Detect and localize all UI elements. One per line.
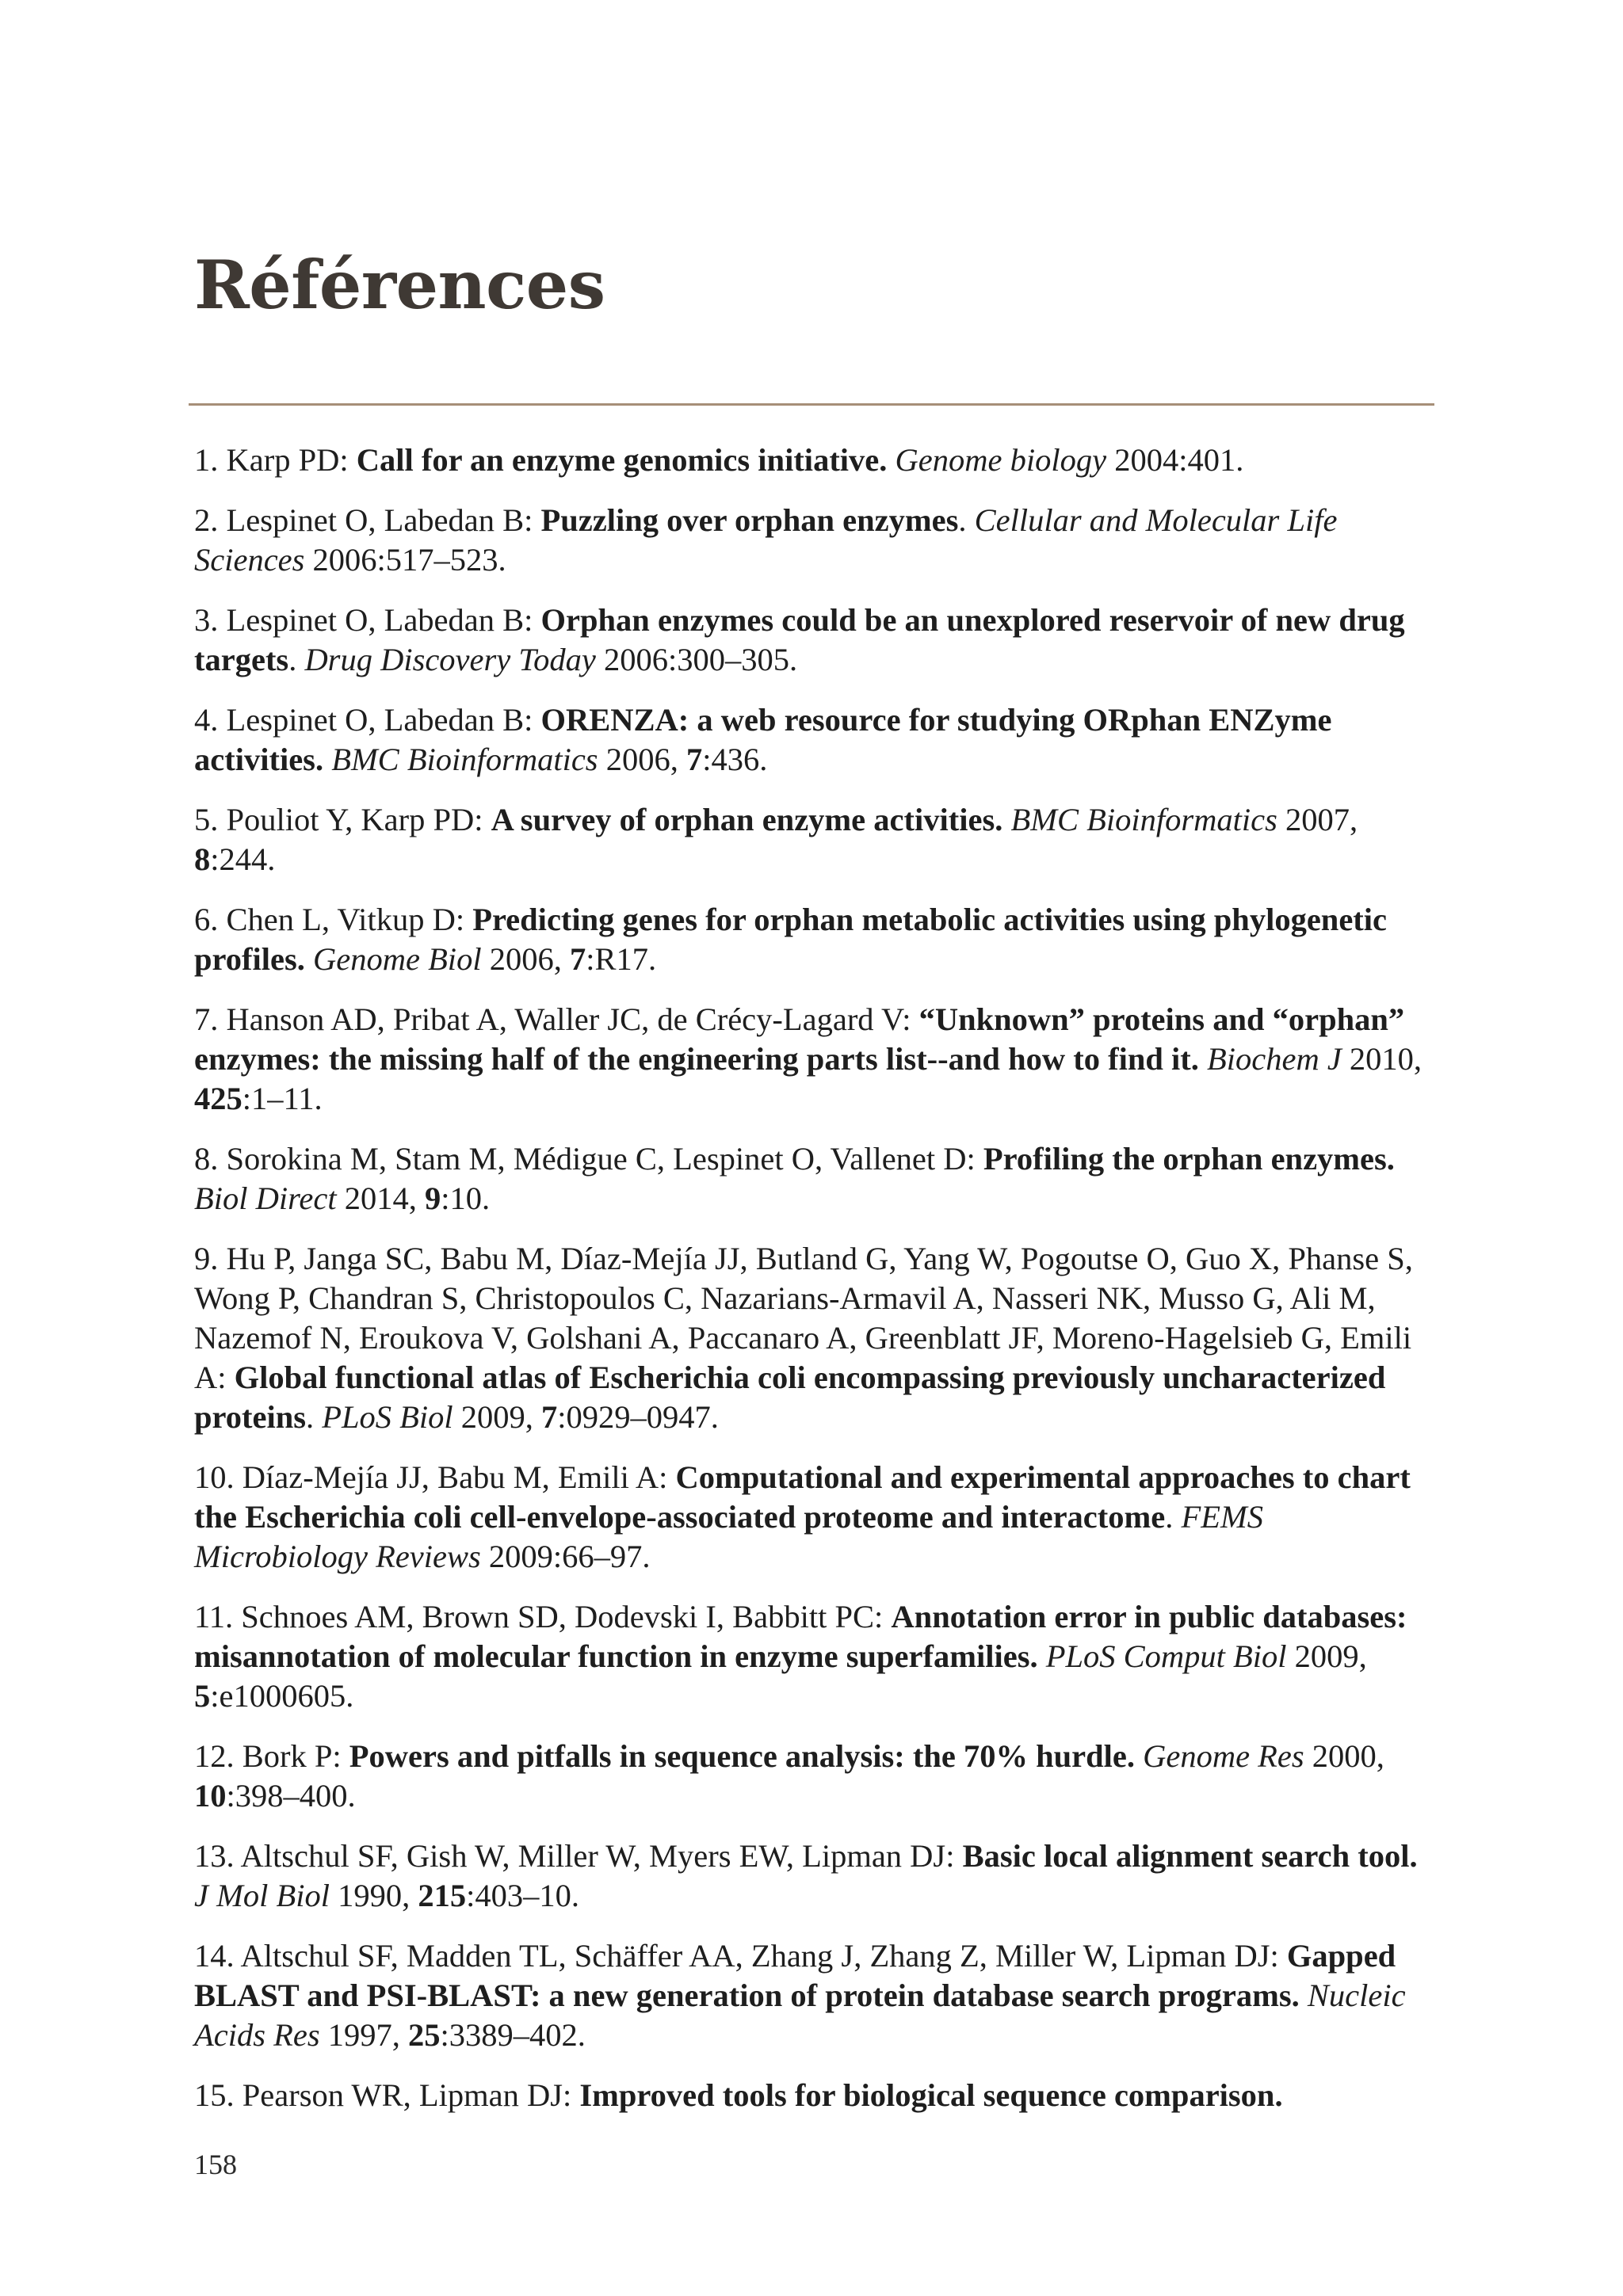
reference-text <box>323 742 331 777</box>
reference-journal: FEMS Microbiology Reviews <box>194 1499 1263 1574</box>
reference-journal: Genome Biol <box>313 941 482 977</box>
reference-item <box>194 501 1434 580</box>
reference-item <box>194 1597 1434 1716</box>
reference-text: 13. Altschul SF, Gish W, Miller W, Myers EW, Lipman DJ: <box>194 1838 963 1874</box>
reference-text: 2009:66–97. <box>480 1539 651 1574</box>
reference-item <box>194 2076 1434 2115</box>
reference-title: Predicting genes for orphan metabolic activities using phylogenetic profiles. <box>194 902 1388 977</box>
reference-text: 2009, <box>1286 1638 1367 1674</box>
reference-text: 6. Chen L, Vitkup D: <box>194 902 473 937</box>
reference-title: A survey of orphan enzyme activities. <box>491 802 1003 837</box>
reference-text: 2006:300–305. <box>595 642 798 677</box>
reference-journal: Nucleic Acids Res <box>194 1978 1406 2053</box>
reference-title: ORENZA: a web resource for studying ORphan ENZyme activities. <box>194 702 1332 777</box>
reference-text: 2010, <box>1341 1041 1423 1077</box>
reference-text <box>1038 1638 1046 1674</box>
reference-text: 8. Sorokina M, Stam M, Médigue C, Lespinet O, Vallenet D: <box>194 1141 983 1177</box>
reference-text: 2006:517–523. <box>304 542 506 578</box>
reference-text: :0929–0947. <box>557 1399 719 1435</box>
reference-text: . <box>306 1399 323 1435</box>
reference-journal: Genome biology <box>895 442 1107 478</box>
reference-title: Profiling the orphan enzymes. <box>983 1141 1395 1177</box>
reference-text: . <box>958 502 975 538</box>
reference-text: . <box>1165 1499 1182 1535</box>
reference-item <box>194 1458 1434 1577</box>
reference-title: 9 <box>424 1180 441 1216</box>
reference-text <box>887 442 895 478</box>
reference-text: 1. Karp PD: <box>194 442 357 478</box>
reference-text: 15. Pearson WR, Lipman DJ: <box>194 2077 580 2113</box>
reference-journal: PLoS Biol <box>322 1399 453 1435</box>
reference-title: Gapped BLAST and PSI-BLAST: a new generation of protein database search programs. <box>194 1938 1396 2013</box>
reference-title: Basic local alignment search tool. <box>962 1838 1418 1874</box>
reference-text: 11. Schnoes AM, Brown SD, Dodevski I, Babbitt PC: <box>194 1599 892 1634</box>
reference-text: 9. Hu P, Janga SC, Babu M, Díaz-Mejía JJ, Butland G, Yang W, Pogoutse O, Guo X, Phanse S, Wong P, Chandran S, Christopoulos C, Nazarians-Armavil A, Nasseri NK, Musso G, Ali M, Nazemof N, Eroukova V, Golshani A, Paccanaro A, Greenblatt JF, Moreno-Hagelsieb G, Emili A: <box>194 1241 1413 1395</box>
reference-title: Annotation error in public databases: misannotation of molecular function in enzyme superfamilies. <box>194 1599 1407 1674</box>
reference-title: 25 <box>407 2017 441 2053</box>
reference-journal: BMC Bioinformatics <box>1010 802 1277 837</box>
reference-text: :1–11. <box>242 1081 323 1116</box>
reference-text: 7. Hanson AD, Pribat A, Waller JC, de Crécy-Lagard V: <box>194 1001 919 1037</box>
reference-text: 3. Lespinet O, Labedan B: <box>194 602 541 638</box>
reference-journal: Genome Res <box>1143 1738 1304 1774</box>
title-divider <box>189 403 1434 406</box>
reference-title: 7 <box>541 1399 558 1435</box>
reference-journal: BMC Bioinformatics <box>331 742 598 777</box>
reference-journal: Biol Direct <box>194 1180 337 1216</box>
reference-title: 10 <box>194 1778 227 1814</box>
reference-text: 2006, <box>481 941 570 977</box>
reference-title: Improved tools for biological sequence comparison. <box>579 2077 1283 2113</box>
reference-journal: PLoS Comput Biol <box>1045 1638 1287 1674</box>
reference-title: 8 <box>194 841 211 877</box>
reference-text: 2004:401. <box>1106 442 1244 478</box>
reference-text: 4. Lespinet O, Labedan B: <box>194 702 541 738</box>
reference-text <box>1002 802 1010 837</box>
reference-list <box>194 441 1434 2136</box>
page-title: Références <box>194 246 605 324</box>
reference-text <box>1300 1978 1308 2013</box>
reference-text <box>1199 1041 1207 1077</box>
reference-item <box>194 441 1434 480</box>
reference-journal: J Mol Biol <box>194 1878 330 1913</box>
reference-journal: Cellular and Molecular Life Sciences <box>194 502 1338 578</box>
reference-title: 215 <box>418 1878 467 1913</box>
reference-title: Puzzling over orphan enzymes <box>540 502 959 538</box>
reference-title: 5 <box>194 1678 211 1714</box>
reference-text: 10. Díaz-Mejía JJ, Babu M, Emili A: <box>194 1459 676 1495</box>
reference-text: 1997, <box>319 2017 408 2053</box>
page-number: 158 <box>194 2149 237 2180</box>
reference-text: :R17. <box>586 941 657 977</box>
reference-text: 1990, <box>329 1878 418 1913</box>
reference-text: . <box>288 642 305 677</box>
reference-text: 2000, <box>1304 1738 1384 1774</box>
reference-text <box>305 941 313 977</box>
reference-text: :244. <box>210 841 276 877</box>
reference-title: 7 <box>685 742 703 777</box>
reference-text: :403–10. <box>466 1878 579 1913</box>
reference-text: 2014, <box>336 1180 425 1216</box>
reference-item <box>194 800 1434 879</box>
reference-text: :3389–402. <box>440 2017 586 2053</box>
reference-title: 425 <box>194 1081 242 1116</box>
reference-journal: Drug Discovery Today <box>304 642 596 677</box>
reference-item <box>194 1936 1434 2055</box>
reference-text <box>1135 1738 1143 1774</box>
reference-journal: Biochem J <box>1207 1041 1342 1077</box>
reference-title: “Unknown” proteins and “orphan” enzymes: the missing half of the engineering parts list--and how to find it. <box>194 1001 1405 1077</box>
reference-item <box>194 1737 1434 1816</box>
reference-text: :436. <box>702 742 768 777</box>
reference-title: Global functional atlas of Escherichia coli encompassing previously uncharacterized proteins <box>194 1360 1386 1435</box>
reference-title: 7 <box>569 941 586 977</box>
reference-text: 14. Altschul SF, Madden TL, Schäffer AA, Zhang J, Zhang Z, Miller W, Lipman DJ: <box>194 1938 1287 1974</box>
reference-item <box>194 1239 1434 1437</box>
reference-text: 2009, <box>453 1399 542 1435</box>
reference-item <box>194 1836 1434 1916</box>
reference-text: 2. Lespinet O, Labedan B: <box>194 502 541 538</box>
reference-text: :e1000605. <box>210 1678 354 1714</box>
reference-text: :10. <box>441 1180 491 1216</box>
reference-text: :398–400. <box>226 1778 356 1814</box>
reference-title: Computational and experimental approaches to chart the Escherichia coli cell-envelope-associated proteome and interactome <box>194 1459 1411 1535</box>
reference-title: Call for an enzyme genomics initiative. <box>356 442 888 478</box>
reference-item <box>194 700 1434 780</box>
reference-text: 5. Pouliot Y, Karp PD: <box>194 802 491 837</box>
reference-title: Orphan enzymes could be an unexplored reservoir of new drug targets <box>194 602 1405 677</box>
reference-text: 12. Bork P: <box>194 1738 349 1774</box>
reference-text: 2006, <box>598 742 686 777</box>
reference-item <box>194 1000 1434 1119</box>
reference-item <box>194 1139 1434 1219</box>
reference-item <box>194 900 1434 979</box>
reference-title: Powers and pitfalls in sequence analysis: the 70% hurdle. <box>349 1738 1135 1774</box>
reference-item <box>194 601 1434 680</box>
reference-text: 2007, <box>1277 802 1358 837</box>
